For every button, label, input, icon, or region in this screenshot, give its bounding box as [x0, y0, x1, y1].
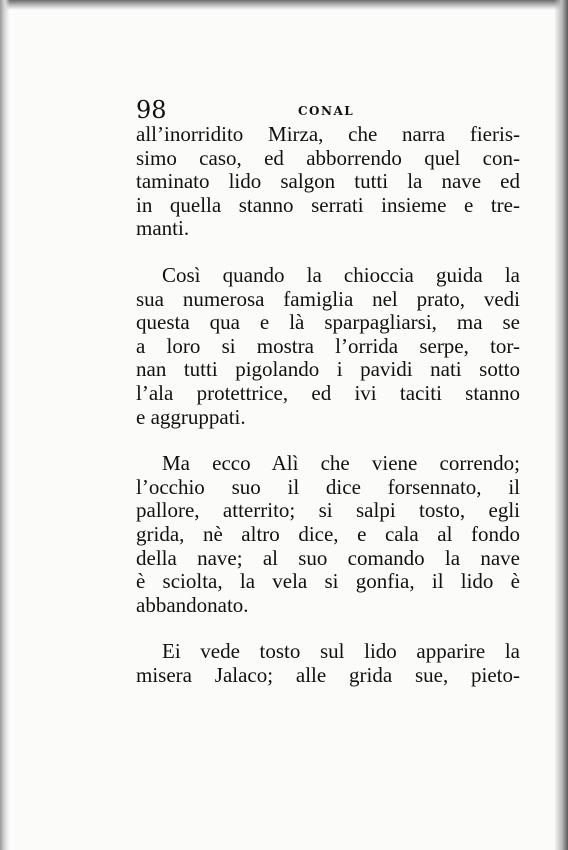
running-title: CONAL — [298, 104, 355, 118]
text-line: questa qua e là sparpagliarsi, ma se — [136, 310, 520, 335]
text-line: misera Jalaco; alle grida sue, pieto- — [136, 662, 520, 687]
text-line: l’occhio suo il dice forsennato, il — [136, 474, 520, 499]
text-line: pallore, atterrito; si salpi tosto, egli — [136, 498, 520, 523]
scan-edge-left — [0, 0, 10, 850]
text-line: grida, nè altro dice, e cala al fondo — [136, 521, 520, 546]
text-line: nan tutti pigolando i pavidi nati sotto — [136, 357, 520, 382]
text-line: a loro si mostra l’orrida serpe, tor- — [136, 333, 520, 358]
body-text — [136, 123, 520, 687]
text-line: sua numerosa famiglia nel prato, vedi — [136, 286, 520, 311]
text-line: manti. — [136, 216, 190, 241]
paragraph-4 — [136, 640, 520, 687]
paragraph-2 — [136, 264, 520, 429]
text-line: all’inorridito Mirza, che narra fieris- — [136, 122, 520, 146]
text-line: è sciolta, la vela si gonfia, il lido è — [136, 569, 520, 594]
text-line: Ma ecco Alì che viene correndo; — [162, 451, 520, 476]
text-line: l’ala protettrice, ed ivi taciti stanno — [136, 380, 520, 405]
text-line: Ei vede tosto sul lido apparire la — [162, 639, 520, 664]
text-line: abbandonato. — [136, 592, 249, 617]
paragraph-1 — [136, 123, 520, 241]
scan-edge-right — [554, 0, 568, 850]
text-line: Così quando la chioccia guida la — [162, 262, 520, 287]
text-line: taminato lido salgon tutti la nave ed — [136, 169, 520, 194]
text-line: in quella stanno serrati insieme e tre- — [136, 192, 520, 217]
paragraph-3 — [136, 452, 520, 617]
text-line: e aggruppati. — [136, 404, 246, 429]
scan-edge-top — [0, 0, 568, 10]
page-number: 98 — [136, 96, 167, 124]
text-line: simo caso, ed abborrendo quel con- — [136, 145, 520, 170]
text-line: della nave; al suo comando la nave — [136, 545, 520, 570]
